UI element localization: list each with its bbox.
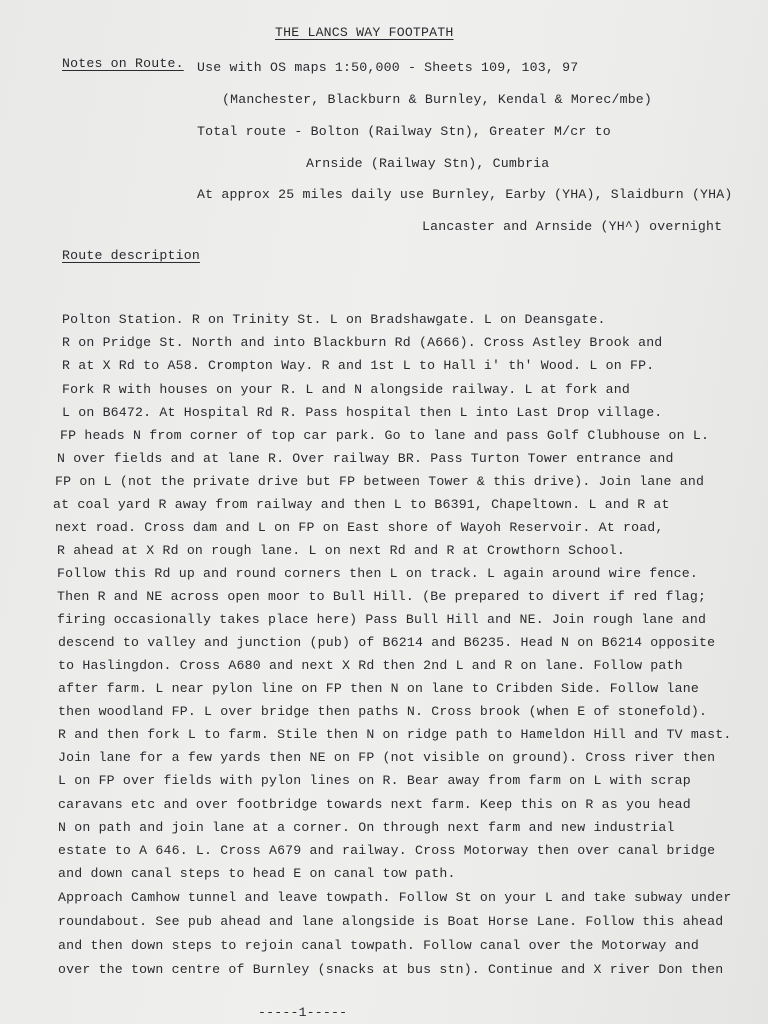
note-line: Arnside (Railway Stn), Cumbria (306, 156, 550, 171)
note-line: Use with OS maps 1:50,000 - Sheets 109, 103, 97 (197, 60, 579, 75)
route-line: Follow this Rd up and round corners then L on track. L again around wire fence. (57, 566, 698, 581)
route-line: descend to valley and junction (pub) of B6214 and B6235. Head N on B6214 opposite (58, 635, 716, 650)
notes-on-route-heading: Notes on Route. (62, 56, 184, 71)
route-line: to Haslingdon. Cross A680 and next X Rd then 2nd L and R on lane. Follow path (58, 658, 683, 673)
route-line: R and then fork L to farm. Stile then N on ridge path to Hameldon Hill and TV mast. (58, 727, 732, 742)
route-line: Join lane for a few yards then NE on FP (not visible on ground). Cross river then (58, 750, 716, 765)
route-line: Approach Camhow tunnel and leave towpath. Follow St on your L and take subway under (58, 890, 732, 905)
route-line: next road. Cross dam and L on FP on East shore of Wayoh Reservoir. At road, (55, 520, 664, 535)
route-line: then woodland FP. L over bridge then paths N. Cross brook (when E of stonefold). (58, 704, 708, 719)
route-line: over the town centre of Burnley (snacks at bus stn). Continue and X river Don then (58, 962, 724, 977)
route-line: firing occasionally takes place here) Pass Bull Hill and NE. Join rough lane and (57, 612, 707, 627)
route-description-heading: Route description (62, 248, 200, 263)
route-line: and down canal steps to head E on canal tow path. (58, 866, 456, 881)
note-line: (Manchester, Blackburn & Burnley, Kendal & Morec/mbe) (222, 92, 653, 107)
route-line: R on Pridge St. North and into Blackburn Rd (A666). Cross Astley Brook and (62, 335, 663, 350)
route-line: and then down steps to rejoin canal towpath. Follow canal over the Motorway and (58, 938, 699, 953)
route-line: R at X Rd to A58. Crompton Way. R and 1st L to Hall i' th' Wood. L on FP. (62, 358, 655, 373)
route-line: N over fields and at lane R. Over railway BR. Pass Turton Tower entrance and (57, 451, 674, 466)
route-line: R ahead at X Rd on rough lane. L on next Rd and R at Crowthorn School. (57, 543, 625, 558)
document-title: THE LANCS WAY FOOTPATH (275, 25, 454, 40)
route-line: roundabout. See pub ahead and lane alongside is Boat Horse Lane. Follow this ahead (58, 914, 724, 929)
route-line: L on B6472. At Hospital Rd R. Pass hospital then L into Last Drop village. (62, 405, 663, 420)
route-line: Then R and NE across open moor to Bull Hill. (Be prepared to divert if red flag; (57, 589, 707, 604)
route-line: caravans etc and over footbridge towards next farm. Keep this on R as you head (58, 797, 691, 812)
route-line: Polton Station. R on Trinity St. L on Bradshawgate. L on Deansgate. (62, 312, 606, 327)
note-line: Total route - Bolton (Railway Stn), Greater M/cr to (197, 124, 611, 139)
route-line: FP on L (not the private drive but FP between Tower & this drive). Join lane and (55, 474, 705, 489)
note-line: Lancaster and Arnside (YH^) overnight (422, 219, 723, 234)
route-line: Fork R with houses on your R. L and N alongside railway. L at fork and (62, 382, 630, 397)
route-line: at coal yard R away from railway and then L to B6391, Chapeltown. L and R at (53, 497, 670, 512)
route-line: FP heads N from corner of top car park. Go to lane and pass Golf Clubhouse on L. (60, 428, 710, 443)
note-line: At approx 25 miles daily use Burnley, Earby (YHA), Slaidburn (YHA) (197, 187, 733, 202)
route-line: after farm. L near pylon line on FP then N on lane to Cribden Side. Follow lane (58, 681, 699, 696)
route-line: N on path and join lane at a corner. On through next farm and new industrial (58, 820, 675, 835)
route-line: estate to A 646. L. Cross A679 and railway. Cross Motorway then over canal bridge (58, 843, 716, 858)
route-line: L on FP over fields with pylon lines on R. Bear away from farm on L with scrap (58, 773, 691, 788)
page-number: -----1----- (258, 1005, 348, 1020)
